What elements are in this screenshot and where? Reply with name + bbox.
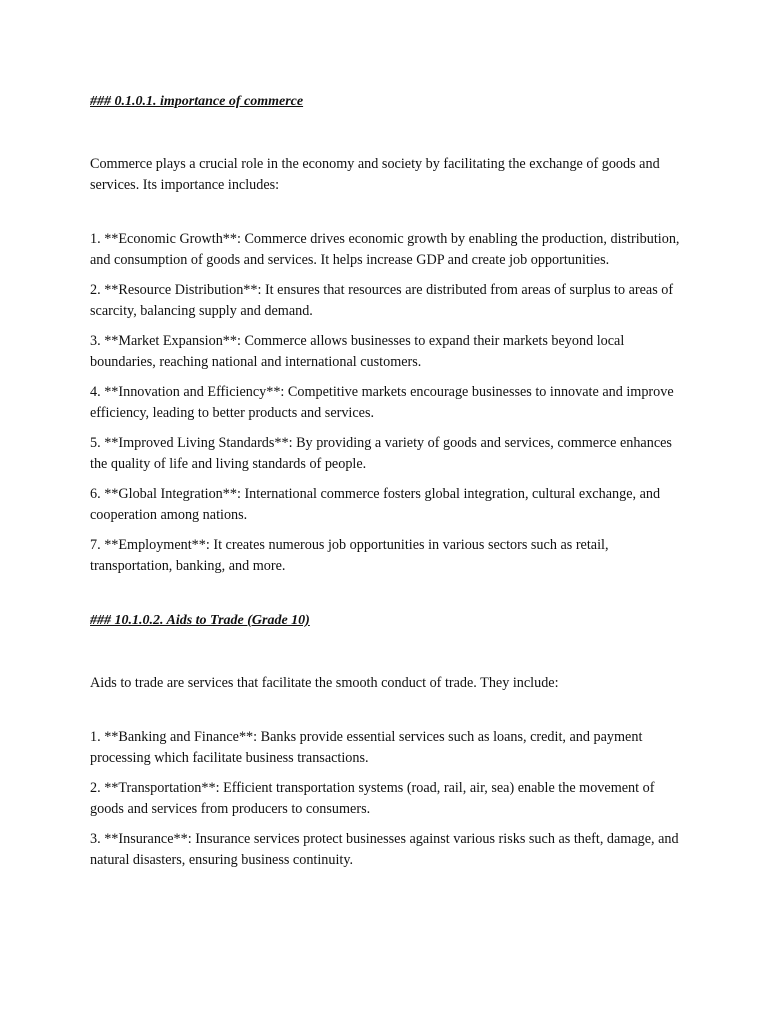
list-item: 4. **Innovation and Efficiency**: Competitive markets encourage businesses to innovate and improve efficiency, leading to better products and services.: [90, 384, 674, 421]
list-item: 7. **Employment**: It creates numerous job opportunities in various sectors such as retail, transportation, banking, and more.: [90, 537, 609, 574]
importance-list: [90, 229, 690, 577]
document-page: [90, 92, 690, 880]
section-heading: ### 10.1.0.2. Aids to Trade (Grade 10): [90, 613, 310, 628]
section-aids-to-trade: [90, 611, 690, 871]
list-item: 5. **Improved Living Standards**: By providing a variety of goods and services, commerce enhances the quality of life and living standards of people.: [90, 435, 672, 472]
section-importance-of-commerce: [90, 92, 690, 577]
section-heading: ### 0.1.0.1. importance of commerce: [90, 94, 304, 109]
section-intro: Aids to trade are services that facilitate the smooth conduct of trade. They include:: [90, 675, 559, 691]
list-item: 2. **Resource Distribution**: It ensures that resources are distributed from areas of surplus to areas of scarcity, balancing supply and demand.: [90, 282, 674, 319]
list-item: 1. **Banking and Finance**: Banks provide essential services such as loans, credit, and payment processing which facilitate business transactions.: [90, 729, 643, 766]
aids-list: [90, 727, 690, 871]
list-item: 3. **Market Expansion**: Commerce allows businesses to expand their markets beyond local boundaries, reaching national and international customers.: [90, 333, 625, 370]
list-item: 1. **Economic Growth**: Commerce drives economic growth by enabling the production, distribution, and consumption of goods and services. It helps increase GDP and create job opportunities.: [90, 231, 680, 268]
list-item: 6. **Global Integration**: International commerce fosters global integration, cultural exchange, and cooperation among nations.: [90, 486, 661, 523]
section-intro: Commerce plays a crucial role in the economy and society by facilitating the exchange of goods and services. Its importance includes:: [90, 156, 660, 193]
list-item: 2. **Transportation**: Efficient transportation systems (road, rail, air, sea) enable the movement of goods and services from producers to consumers.: [90, 780, 655, 817]
list-item: 3. **Insurance**: Insurance services protect businesses against various risks such as theft, damage, and natural disasters, ensuring business continuity.: [90, 831, 679, 868]
